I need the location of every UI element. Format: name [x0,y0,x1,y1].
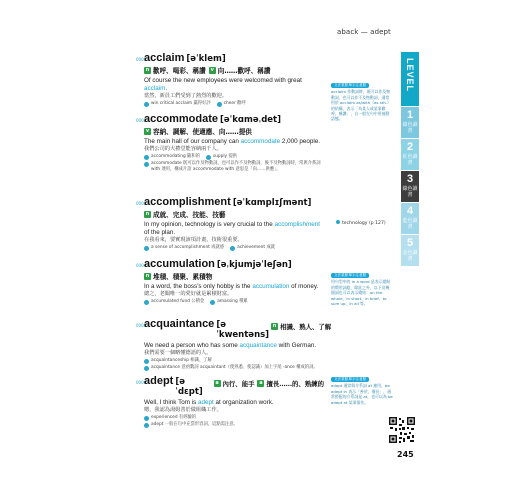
sense-text: 向……歡呼、稱讚 [217,67,271,75]
example-highlight: acquaintance [239,342,277,349]
usage-note: adept 一般在句中充當形容詞，這點需注意。 [144,422,324,428]
tab-level-5[interactable]: 5 金色讀書 [401,235,419,266]
entry-acquaintance [136,318,332,371]
entry-accommodate [136,113,324,173]
cross-reference-link[interactable]: technology (p 127) [342,221,386,226]
phonetic: [əˈkwentəns] [216,320,270,340]
side-note-title: 文法重點單字注意點 [331,83,369,88]
translation: 我們需要一個略懂德語的人。 [144,350,212,356]
bullet-icon [144,246,149,251]
example-highlight: adept [198,399,214,406]
example-sentence: The main hall of our company can accommodate 2,000 people. [144,138,321,145]
page-number: 245 [397,450,414,459]
entry-accomplishment [136,196,324,251]
pos-badge: v [210,67,214,73]
sense-text: 歡呼、喝彩、稱讚 [153,67,206,75]
related-words: accommodating 隨和的 supply 提供 [144,154,324,160]
related-words: experienced 有經驗的 [144,415,324,421]
side-note-text: adept 通常與介系詞 at 連用，be adept in 表示「善於、擅長」，通常搭配的介系詞是 at，也可以為 be adept at 某事情作。 [331,383,393,405]
pos-badge: a [215,380,219,386]
example-sentence: Of course the new employees were welcomed with great acclaim. [144,77,302,92]
bullet-icon [144,155,149,160]
entry-adept [136,375,324,428]
phonetic: [əˈklem] [186,54,226,64]
bullet-icon [144,366,149,371]
side-note-text: acclaim 作動詞時，既可以作及物動詞，也可以作不及物動詞，通常用於 acclaim as/with（as sth.）的結構，表示「為某人或某事歡呼、稱讚」，自一般在句中用被動語態。 [331,89,391,122]
entry-code: 0006 [136,380,147,385]
bullet-icon [336,220,340,224]
bullet-icon [144,423,149,428]
tab-level-1[interactable]: 1 綠色讀書 [401,107,419,138]
sense-text: 內行、能手 [222,379,255,388]
translation: 嗯，我認為湯姆善於做組織工作。 [144,407,222,413]
sense-text: 擅長……的、熟練的 [266,379,324,388]
page-header-range: aback — adept [337,28,391,36]
side-note-title: 文法重點單字注意點 [331,377,369,382]
related-words: acquaintanceship 相識、了解 [144,358,324,364]
usage-note: acquaintance 意函數詞 acquaintant（使熟悉、使認識）加上字尾 -ance 構成的詞。 [144,365,324,371]
bullet-icon [144,162,149,167]
headword: acclaim [144,52,185,64]
example-highlight: accommodate [240,138,281,145]
example-highlight: accomplishment [274,221,321,228]
related-words: a sense of accomplishment 成就感 achievement 成就 [144,245,324,251]
phonetic: [əˈdɛpt] [175,377,203,397]
side-note [331,82,393,122]
pos-badge: a [259,380,263,386]
qr-code-icon [388,416,416,444]
related-words: win critical acclaim 贏得好評 cheer 歡呼 [144,101,324,107]
bullet-icon [217,102,222,107]
example-sentence: In a word, the boss's only hobby is the accumulation of money. [144,283,319,290]
translation: 當然，新員工們受到了熱烈的歡迎。 [144,93,228,99]
headword: accommodate [144,113,218,125]
tab-level-4[interactable]: 4 藍色讀書 [401,203,419,234]
entry-code: 0002 [136,118,147,123]
sense-text: 相識、熟人、了解 [280,322,332,331]
pos-badge: n [145,211,150,217]
example-highlight: accumulation [252,283,290,290]
phonetic: [əˌkjumjəˈleʃən] [216,260,292,270]
bullet-icon [206,155,211,160]
headword: adept [144,375,174,387]
bullet-icon [144,102,149,107]
bullet-icon [144,416,149,421]
example-sentence: Well, I think Tom is adept at organization work. [144,399,274,406]
usage-note: accommodate 既可以作及物動詞，也可以作不及物動詞，後不及物動詞時，常與介系詞 with 連用，構成片語 accommodate with 意思是「向……供應」。 [144,161,324,173]
tab-level-2[interactable]: 2 紅色讀書 [401,139,419,170]
translation: 我們公司的大禮堂能容納兩千人。 [144,146,222,152]
sense-text: 成就、完成、技能、技藝 [153,211,226,219]
bullet-icon [230,246,235,251]
entry-code: 0004 [136,263,147,268]
side-note-title: 文法重點單字注意點 [331,273,369,278]
pos-badge: n [145,273,150,279]
headword: accumulation [144,258,215,270]
pos-badge: v [145,128,150,134]
pos-badge: n [272,323,277,329]
translation: 總之，老闆唯一的愛好就是累積財富。 [144,291,233,297]
cross-reference[interactable] [336,220,386,226]
tab-level-3[interactable]: 3 綠色讀書 [401,171,419,202]
entry-code: 0005 [136,323,147,328]
bullet-icon [144,359,149,364]
sense-text: 容納、調解、使適應、向……提供 [153,128,252,136]
pos-badge: n [145,67,150,73]
side-note [331,272,393,306]
tab-level-header: LEVEL [401,52,419,106]
side-note-text: 用句型中的 in a word 是表示總結的慣用詞組，除此之外，以下這幾個詞也可以表示總結：on the whole、in short、in brief、to sum up、in all 等。 [331,279,391,307]
side-note [331,376,393,405]
related-words: accumulated fund 公積金 amassing 積累 [144,299,324,305]
entry-acclaim [136,52,324,107]
entry-accumulation [136,258,324,305]
phonetic: [əˈkɑməˌdet] [219,115,281,125]
example-sentence: In my opinion, technology is very crucial to the accomplishment of the plan. [144,221,321,236]
sense-text: 堆積、積聚、累積物 [153,273,213,281]
bullet-icon [144,300,149,305]
phonetic: [əˈkɑmplɪʃmənt] [232,198,312,208]
example-highlight: acclaim [144,85,166,92]
bullet-icon [210,300,215,305]
headword: acquaintance [144,318,215,330]
headword: accomplishment [144,196,231,208]
example-sentence: We need a person who has some acquaintance with German. [144,342,317,349]
translation: 在我看來，要實現該項計畫，技術很重要。 [144,237,243,243]
entry-code: 0003 [136,201,147,206]
entry-code: 0001 [136,57,147,62]
